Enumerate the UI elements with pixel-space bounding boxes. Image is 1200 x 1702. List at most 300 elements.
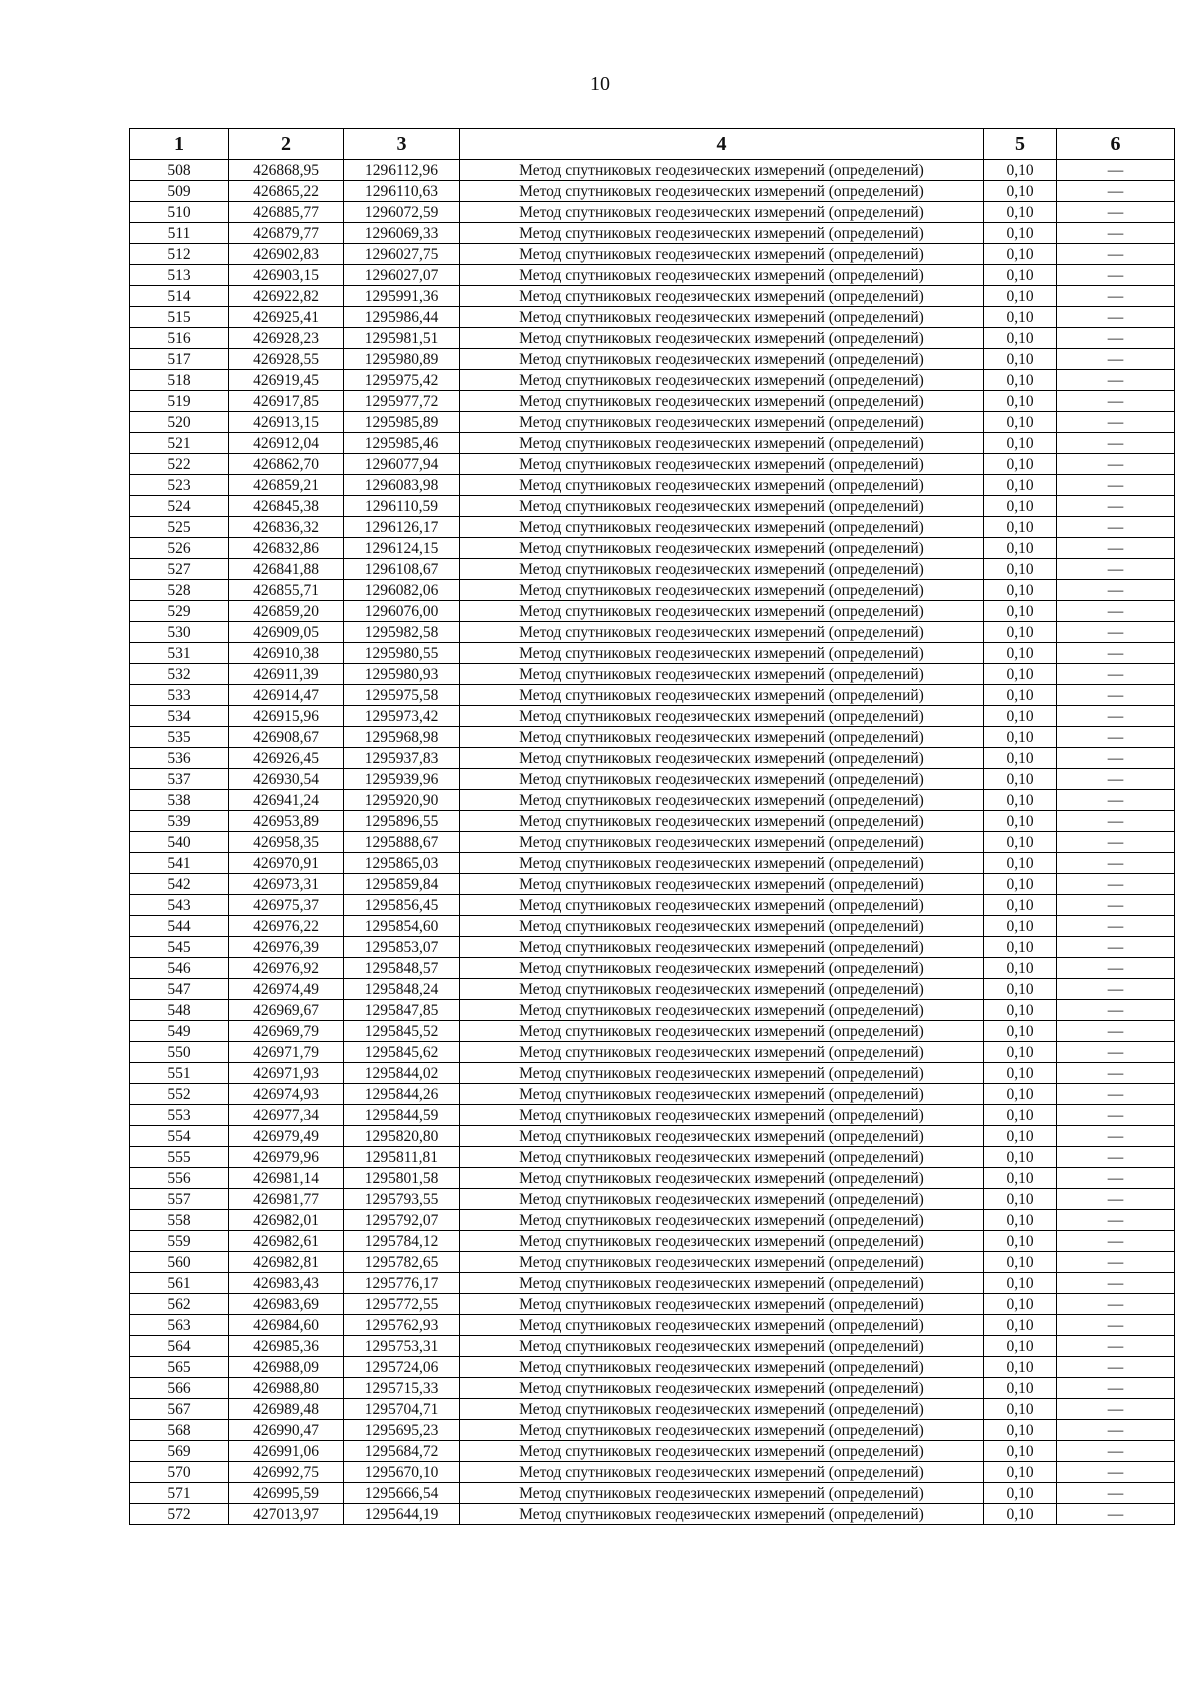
table-row — [130, 265, 1175, 286]
y-coordinate-cell: 1295792,07 — [344, 1210, 460, 1231]
note-cell: — — [1057, 244, 1175, 265]
y-coordinate-cell: 1295982,58 — [344, 622, 460, 643]
y-coordinate-cell: 1295859,84 — [344, 874, 460, 895]
accuracy-cell: 0,10 — [984, 454, 1057, 475]
x-coordinate-cell: 426928,23 — [229, 328, 344, 349]
point-number-cell: 565 — [130, 1357, 229, 1378]
accuracy-cell: 0,10 — [984, 265, 1057, 286]
note-cell: — — [1057, 853, 1175, 874]
x-coordinate-cell: 426973,31 — [229, 874, 344, 895]
accuracy-cell: 0,10 — [984, 1315, 1057, 1336]
note-cell: — — [1057, 1063, 1175, 1084]
x-coordinate-cell: 426919,45 — [229, 370, 344, 391]
accuracy-cell: 0,10 — [984, 601, 1057, 622]
x-coordinate-cell: 426982,81 — [229, 1252, 344, 1273]
point-number-cell: 512 — [130, 244, 229, 265]
table-row — [130, 223, 1175, 244]
x-coordinate-cell: 426988,80 — [229, 1378, 344, 1399]
method-cell: Метод спутниковых геодезических измерений (определений) — [460, 601, 984, 622]
point-number-cell: 538 — [130, 790, 229, 811]
y-coordinate-cell: 1295776,17 — [344, 1273, 460, 1294]
x-coordinate-cell: 426953,89 — [229, 811, 344, 832]
point-number-cell: 524 — [130, 496, 229, 517]
table-row — [130, 1483, 1175, 1504]
table-row — [130, 1273, 1175, 1294]
y-coordinate-cell: 1295975,42 — [344, 370, 460, 391]
y-coordinate-cell: 1295782,65 — [344, 1252, 460, 1273]
note-cell: — — [1057, 1210, 1175, 1231]
note-cell: — — [1057, 874, 1175, 895]
y-coordinate-cell: 1295844,59 — [344, 1105, 460, 1126]
x-coordinate-cell: 427013,97 — [229, 1504, 344, 1525]
accuracy-cell: 0,10 — [984, 244, 1057, 265]
x-coordinate-cell: 426910,38 — [229, 643, 344, 664]
y-coordinate-cell: 1295845,62 — [344, 1042, 460, 1063]
point-number-cell: 550 — [130, 1042, 229, 1063]
note-cell: — — [1057, 286, 1175, 307]
x-coordinate-cell: 426908,67 — [229, 727, 344, 748]
method-cell: Метод спутниковых геодезических измерений (определений) — [460, 1021, 984, 1042]
method-cell: Метод спутниковых геодезических измерений (определений) — [460, 1147, 984, 1168]
table-row — [130, 1504, 1175, 1525]
method-cell: Метод спутниковых геодезических измерений (определений) — [460, 769, 984, 790]
accuracy-cell: 0,10 — [984, 895, 1057, 916]
note-cell: — — [1057, 1231, 1175, 1252]
accuracy-cell: 0,10 — [984, 433, 1057, 454]
method-cell: Метод спутниковых геодезических измерений (определений) — [460, 1462, 984, 1483]
accuracy-cell: 0,10 — [984, 349, 1057, 370]
point-number-cell: 521 — [130, 433, 229, 454]
x-coordinate-cell: 426912,04 — [229, 433, 344, 454]
point-number-cell: 546 — [130, 958, 229, 979]
note-cell: — — [1057, 1042, 1175, 1063]
method-cell: Метод спутниковых геодезических измерений (определений) — [460, 580, 984, 601]
y-coordinate-cell: 1295724,06 — [344, 1357, 460, 1378]
x-coordinate-cell: 426859,20 — [229, 601, 344, 622]
method-cell: Метод спутниковых геодезических измерений (определений) — [460, 370, 984, 391]
point-number-cell: 545 — [130, 937, 229, 958]
method-cell: Метод спутниковых геодезических измерений (определений) — [460, 1042, 984, 1063]
accuracy-cell: 0,10 — [984, 664, 1057, 685]
table-row — [130, 916, 1175, 937]
method-cell: Метод спутниковых геодезических измерений (определений) — [460, 223, 984, 244]
accuracy-cell: 0,10 — [984, 1231, 1057, 1252]
x-coordinate-cell: 426981,14 — [229, 1168, 344, 1189]
y-coordinate-cell: 1295820,80 — [344, 1126, 460, 1147]
point-number-cell: 542 — [130, 874, 229, 895]
point-number-cell: 564 — [130, 1336, 229, 1357]
method-cell: Метод спутниковых геодезических измерений (определений) — [460, 202, 984, 223]
note-cell: — — [1057, 916, 1175, 937]
table-row — [130, 580, 1175, 601]
y-coordinate-cell: 1295848,24 — [344, 979, 460, 1000]
accuracy-cell: 0,10 — [984, 202, 1057, 223]
table-body — [130, 160, 1175, 1525]
accuracy-cell: 0,10 — [984, 622, 1057, 643]
x-coordinate-cell: 426832,86 — [229, 538, 344, 559]
method-cell: Метод спутниковых геодезических измерений (определений) — [460, 1357, 984, 1378]
x-coordinate-cell: 426903,15 — [229, 265, 344, 286]
note-cell: — — [1057, 391, 1175, 412]
point-number-cell: 514 — [130, 286, 229, 307]
point-number-cell: 544 — [130, 916, 229, 937]
point-number-cell: 553 — [130, 1105, 229, 1126]
x-coordinate-cell: 426988,09 — [229, 1357, 344, 1378]
point-number-cell: 543 — [130, 895, 229, 916]
x-coordinate-cell: 426917,85 — [229, 391, 344, 412]
accuracy-cell: 0,10 — [984, 1336, 1057, 1357]
table-row — [130, 181, 1175, 202]
x-coordinate-cell: 426925,41 — [229, 307, 344, 328]
y-coordinate-cell: 1295968,98 — [344, 727, 460, 748]
note-cell: — — [1057, 1273, 1175, 1294]
method-cell: Метод спутниковых геодезических измерений (определений) — [460, 874, 984, 895]
note-cell: — — [1057, 1336, 1175, 1357]
y-coordinate-cell: 1295854,60 — [344, 916, 460, 937]
method-cell: Метод спутниковых геодезических измерений (определений) — [460, 622, 984, 643]
x-coordinate-cell: 426982,61 — [229, 1231, 344, 1252]
x-coordinate-cell: 426914,47 — [229, 685, 344, 706]
table-row — [130, 1021, 1175, 1042]
table-row — [130, 1063, 1175, 1084]
point-number-cell: 562 — [130, 1294, 229, 1315]
table-row — [130, 1357, 1175, 1378]
method-cell: Метод спутниковых геодезических измерений (определений) — [460, 979, 984, 1000]
note-cell: — — [1057, 1420, 1175, 1441]
note-cell: — — [1057, 538, 1175, 559]
y-coordinate-cell: 1295845,52 — [344, 1021, 460, 1042]
y-coordinate-cell: 1296112,96 — [344, 160, 460, 181]
accuracy-cell: 0,10 — [984, 1441, 1057, 1462]
accuracy-cell: 0,10 — [984, 643, 1057, 664]
method-cell: Метод спутниковых геодезических измерений (определений) — [460, 748, 984, 769]
point-number-cell: 567 — [130, 1399, 229, 1420]
x-coordinate-cell: 426868,95 — [229, 160, 344, 181]
y-coordinate-cell: 1295939,96 — [344, 769, 460, 790]
table-row — [130, 328, 1175, 349]
table-row — [130, 706, 1175, 727]
y-coordinate-cell: 1295848,57 — [344, 958, 460, 979]
y-coordinate-cell: 1296124,15 — [344, 538, 460, 559]
note-cell: — — [1057, 1126, 1175, 1147]
y-coordinate-cell: 1296083,98 — [344, 475, 460, 496]
x-coordinate-cell: 426970,91 — [229, 853, 344, 874]
method-cell: Метод спутниковых геодезических измерений (определений) — [460, 391, 984, 412]
note-cell: — — [1057, 1168, 1175, 1189]
method-cell: Метод спутниковых геодезических измерений (определений) — [460, 853, 984, 874]
method-cell: Метод спутниковых геодезических измерений (определений) — [460, 1084, 984, 1105]
table-row — [130, 496, 1175, 517]
y-coordinate-cell: 1295684,72 — [344, 1441, 460, 1462]
note-cell: — — [1057, 475, 1175, 496]
method-cell: Метод спутниковых геодезических измерений (определений) — [460, 1399, 984, 1420]
x-coordinate-cell: 426930,54 — [229, 769, 344, 790]
method-cell: Метод спутниковых геодезических измерений (определений) — [460, 1504, 984, 1525]
y-coordinate-cell: 1295856,45 — [344, 895, 460, 916]
x-coordinate-cell: 426976,92 — [229, 958, 344, 979]
method-cell: Метод спутниковых геодезических измерений (определений) — [460, 559, 984, 580]
point-number-cell: 547 — [130, 979, 229, 1000]
note-cell: — — [1057, 1105, 1175, 1126]
point-number-cell: 530 — [130, 622, 229, 643]
x-coordinate-cell: 426983,43 — [229, 1273, 344, 1294]
y-coordinate-cell: 1295980,93 — [344, 664, 460, 685]
accuracy-cell: 0,10 — [984, 286, 1057, 307]
x-coordinate-cell: 426976,22 — [229, 916, 344, 937]
method-cell: Метод спутниковых геодезических измерений (определений) — [460, 412, 984, 433]
accuracy-cell: 0,10 — [984, 1105, 1057, 1126]
accuracy-cell: 0,10 — [984, 475, 1057, 496]
y-coordinate-cell: 1295704,71 — [344, 1399, 460, 1420]
table-row — [130, 937, 1175, 958]
accuracy-cell: 0,10 — [984, 1252, 1057, 1273]
y-coordinate-cell: 1296069,33 — [344, 223, 460, 244]
y-coordinate-cell: 1295991,36 — [344, 286, 460, 307]
table-header-row — [130, 129, 1175, 160]
x-coordinate-cell: 426913,15 — [229, 412, 344, 433]
table-row — [130, 202, 1175, 223]
method-cell: Метод спутниковых геодезических измерений (определений) — [460, 1420, 984, 1441]
accuracy-cell: 0,10 — [984, 1357, 1057, 1378]
accuracy-cell: 0,10 — [984, 874, 1057, 895]
point-number-cell: 559 — [130, 1231, 229, 1252]
table-row — [130, 895, 1175, 916]
point-number-cell: 517 — [130, 349, 229, 370]
point-number-cell: 515 — [130, 307, 229, 328]
table-row — [130, 1231, 1175, 1252]
method-cell: Метод спутниковых геодезических измерений (определений) — [460, 1441, 984, 1462]
accuracy-cell: 0,10 — [984, 1021, 1057, 1042]
note-cell: — — [1057, 1021, 1175, 1042]
column-header-1: 1 — [130, 129, 229, 160]
method-cell: Метод спутниковых геодезических измерений (определений) — [460, 1189, 984, 1210]
accuracy-cell: 0,10 — [984, 1147, 1057, 1168]
method-cell: Метод спутниковых геодезических измерений (определений) — [460, 307, 984, 328]
method-cell: Метод спутниковых геодезических измерений (определений) — [460, 433, 984, 454]
table-row — [130, 1336, 1175, 1357]
table-row — [130, 1294, 1175, 1315]
table-row — [130, 517, 1175, 538]
accuracy-cell: 0,10 — [984, 727, 1057, 748]
page-number: 10 — [590, 73, 610, 95]
accuracy-cell: 0,10 — [984, 1126, 1057, 1147]
method-cell: Метод спутниковых геодезических измерений (определений) — [460, 349, 984, 370]
accuracy-cell: 0,10 — [984, 790, 1057, 811]
method-cell: Метод спутниковых геодезических измерений (определений) — [460, 1105, 984, 1126]
point-number-cell: 555 — [130, 1147, 229, 1168]
y-coordinate-cell: 1296076,00 — [344, 601, 460, 622]
table-row — [130, 643, 1175, 664]
x-coordinate-cell: 426911,39 — [229, 664, 344, 685]
y-coordinate-cell: 1295896,55 — [344, 811, 460, 832]
note-cell: — — [1057, 706, 1175, 727]
note-cell: — — [1057, 748, 1175, 769]
table-row — [130, 538, 1175, 559]
point-number-cell: 532 — [130, 664, 229, 685]
note-cell: — — [1057, 1378, 1175, 1399]
table-row — [130, 790, 1175, 811]
x-coordinate-cell: 426981,77 — [229, 1189, 344, 1210]
table-row — [130, 1168, 1175, 1189]
note-cell: — — [1057, 1483, 1175, 1504]
method-cell: Метод спутниковых геодезических измерений (определений) — [460, 1000, 984, 1021]
note-cell: — — [1057, 580, 1175, 601]
x-coordinate-cell: 426982,01 — [229, 1210, 344, 1231]
y-coordinate-cell: 1295762,93 — [344, 1315, 460, 1336]
point-number-cell: 510 — [130, 202, 229, 223]
table-row — [130, 685, 1175, 706]
method-cell: Метод спутниковых геодезических измерений (определений) — [460, 1336, 984, 1357]
y-coordinate-cell: 1295695,23 — [344, 1420, 460, 1441]
note-cell: — — [1057, 1441, 1175, 1462]
column-header-4: 4 — [460, 129, 984, 160]
point-number-cell: 537 — [130, 769, 229, 790]
table-row — [130, 454, 1175, 475]
table-row — [130, 874, 1175, 895]
note-cell: — — [1057, 349, 1175, 370]
table-row — [130, 811, 1175, 832]
note-cell: — — [1057, 664, 1175, 685]
note-cell: — — [1057, 727, 1175, 748]
note-cell: — — [1057, 832, 1175, 853]
y-coordinate-cell: 1295865,03 — [344, 853, 460, 874]
table-row — [130, 307, 1175, 328]
y-coordinate-cell: 1295980,55 — [344, 643, 460, 664]
accuracy-cell: 0,10 — [984, 1462, 1057, 1483]
note-cell: — — [1057, 601, 1175, 622]
point-number-cell: 554 — [130, 1126, 229, 1147]
table-row — [130, 1399, 1175, 1420]
accuracy-cell: 0,10 — [984, 1210, 1057, 1231]
method-cell: Метод спутниковых геодезических измерений (определений) — [460, 181, 984, 202]
table-row — [130, 601, 1175, 622]
accuracy-cell: 0,10 — [984, 706, 1057, 727]
x-coordinate-cell: 426922,82 — [229, 286, 344, 307]
point-number-cell: 571 — [130, 1483, 229, 1504]
x-coordinate-cell: 426928,55 — [229, 349, 344, 370]
point-number-cell: 561 — [130, 1273, 229, 1294]
y-coordinate-cell: 1296027,07 — [344, 265, 460, 286]
note-cell: — — [1057, 559, 1175, 580]
y-coordinate-cell: 1295977,72 — [344, 391, 460, 412]
accuracy-cell: 0,10 — [984, 1504, 1057, 1525]
point-number-cell: 568 — [130, 1420, 229, 1441]
table-row — [130, 160, 1175, 181]
y-coordinate-cell: 1295888,67 — [344, 832, 460, 853]
column-header-5: 5 — [984, 129, 1057, 160]
table-row — [130, 391, 1175, 412]
accuracy-cell: 0,10 — [984, 1084, 1057, 1105]
x-coordinate-cell: 426969,67 — [229, 1000, 344, 1021]
y-coordinate-cell: 1295975,58 — [344, 685, 460, 706]
table-row — [130, 1252, 1175, 1273]
method-cell: Метод спутниковых геодезических измерений (определений) — [460, 1315, 984, 1336]
note-cell: — — [1057, 223, 1175, 244]
table-row — [130, 664, 1175, 685]
accuracy-cell: 0,10 — [984, 1063, 1057, 1084]
note-cell: — — [1057, 1252, 1175, 1273]
point-number-cell: 570 — [130, 1462, 229, 1483]
point-number-cell: 560 — [130, 1252, 229, 1273]
table-row — [130, 1462, 1175, 1483]
x-coordinate-cell: 426984,60 — [229, 1315, 344, 1336]
accuracy-cell: 0,10 — [984, 811, 1057, 832]
column-header-6: 6 — [1057, 129, 1175, 160]
note-cell: — — [1057, 643, 1175, 664]
y-coordinate-cell: 1295715,33 — [344, 1378, 460, 1399]
table-row — [130, 622, 1175, 643]
point-number-cell: 566 — [130, 1378, 229, 1399]
method-cell: Метод спутниковых геодезических измерений (определений) — [460, 1273, 984, 1294]
note-cell: — — [1057, 181, 1175, 202]
accuracy-cell: 0,10 — [984, 748, 1057, 769]
y-coordinate-cell: 1295981,51 — [344, 328, 460, 349]
y-coordinate-cell: 1295986,44 — [344, 307, 460, 328]
method-cell: Метод спутниковых геодезических измерений (определений) — [460, 1483, 984, 1504]
method-cell: Метод спутниковых геодезических измерений (определений) — [460, 244, 984, 265]
y-coordinate-cell: 1295644,19 — [344, 1504, 460, 1525]
y-coordinate-cell: 1296110,63 — [344, 181, 460, 202]
method-cell: Метод спутниковых геодезических измерений (определений) — [460, 1168, 984, 1189]
method-cell: Метод спутниковых геодезических измерений (определений) — [460, 160, 984, 181]
note-cell: — — [1057, 769, 1175, 790]
x-coordinate-cell: 426885,77 — [229, 202, 344, 223]
table-row — [130, 958, 1175, 979]
point-number-cell: 511 — [130, 223, 229, 244]
y-coordinate-cell: 1295793,55 — [344, 1189, 460, 1210]
note-cell: — — [1057, 979, 1175, 1000]
point-number-cell: 539 — [130, 811, 229, 832]
accuracy-cell: 0,10 — [984, 1168, 1057, 1189]
note-cell: — — [1057, 412, 1175, 433]
table-row — [130, 370, 1175, 391]
x-coordinate-cell: 426909,05 — [229, 622, 344, 643]
column-header-2: 2 — [229, 129, 344, 160]
table-row — [130, 1189, 1175, 1210]
method-cell: Метод спутниковых геодезических измерений (определений) — [460, 1126, 984, 1147]
accuracy-cell: 0,10 — [984, 1294, 1057, 1315]
table-row — [130, 412, 1175, 433]
point-number-cell: 534 — [130, 706, 229, 727]
method-cell: Метод спутниковых геодезических измерений (определений) — [460, 328, 984, 349]
table-row — [130, 1210, 1175, 1231]
table-row — [130, 1441, 1175, 1462]
note-cell: — — [1057, 811, 1175, 832]
y-coordinate-cell: 1295772,55 — [344, 1294, 460, 1315]
accuracy-cell: 0,10 — [984, 937, 1057, 958]
x-coordinate-cell: 426941,24 — [229, 790, 344, 811]
point-number-cell: 533 — [130, 685, 229, 706]
method-cell: Метод спутниковых геодезических измерений (определений) — [460, 706, 984, 727]
method-cell: Метод спутниковых геодезических измерений (определений) — [460, 265, 984, 286]
method-cell: Метод спутниковых геодезических измерений (определений) — [460, 1231, 984, 1252]
method-cell: Метод спутниковых геодезических измерений (определений) — [460, 454, 984, 475]
note-cell: — — [1057, 517, 1175, 538]
method-cell: Метод спутниковых геодезических измерений (определений) — [460, 1210, 984, 1231]
accuracy-cell: 0,10 — [984, 1483, 1057, 1504]
y-coordinate-cell: 1295666,54 — [344, 1483, 460, 1504]
x-coordinate-cell: 426990,47 — [229, 1420, 344, 1441]
note-cell: — — [1057, 937, 1175, 958]
method-cell: Метод спутниковых геодезических измерений (определений) — [460, 1378, 984, 1399]
accuracy-cell: 0,10 — [984, 370, 1057, 391]
point-number-cell: 563 — [130, 1315, 229, 1336]
note-cell: — — [1057, 622, 1175, 643]
table-row — [130, 1147, 1175, 1168]
accuracy-cell: 0,10 — [984, 1273, 1057, 1294]
x-coordinate-cell: 426974,93 — [229, 1084, 344, 1105]
method-cell: Метод спутниковых геодезических измерений (определений) — [460, 958, 984, 979]
